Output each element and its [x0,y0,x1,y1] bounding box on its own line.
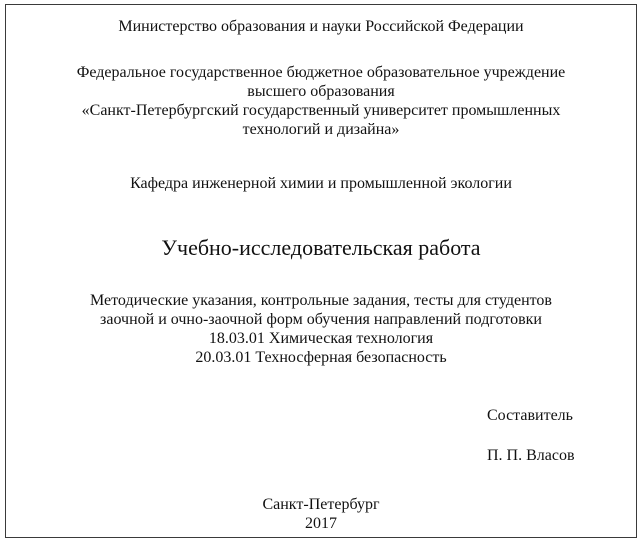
description-line: 20.03.01 Техносферная безопасность [195,349,447,366]
description-line: заочной и очно-заочной форм обучения направлений подготовки [100,311,542,328]
institution-line: Федеральное государственное бюджетное образовательное учреждение [76,64,566,81]
city: Санкт-Петербург [262,496,380,513]
compiler-name: П. П. Власов [487,447,575,464]
institution-line: технологий и дизайна» [242,121,400,138]
year: 2017 [305,515,337,532]
institution-line: высшего образования [247,83,395,100]
description-line: 18.03.01 Химическая технология [208,330,434,347]
description-line: Методические указания, контрольные задания, тесты для студентов [90,292,552,309]
title-page [5,4,637,538]
compiler-label: Составитель [487,407,573,424]
document-title: Учебно-исследовательская работа [161,235,481,260]
department-name: Кафедра инженерной химии и промышленной экологии [130,175,512,192]
place-and-year [6,495,636,533]
institution-name [6,63,636,139]
institution-line: «Санкт-Петербургский государственный университет промышленных [81,102,561,119]
document-description [6,291,636,367]
ministry-name: Министерство образования и науки Российской Федерации [118,18,524,35]
